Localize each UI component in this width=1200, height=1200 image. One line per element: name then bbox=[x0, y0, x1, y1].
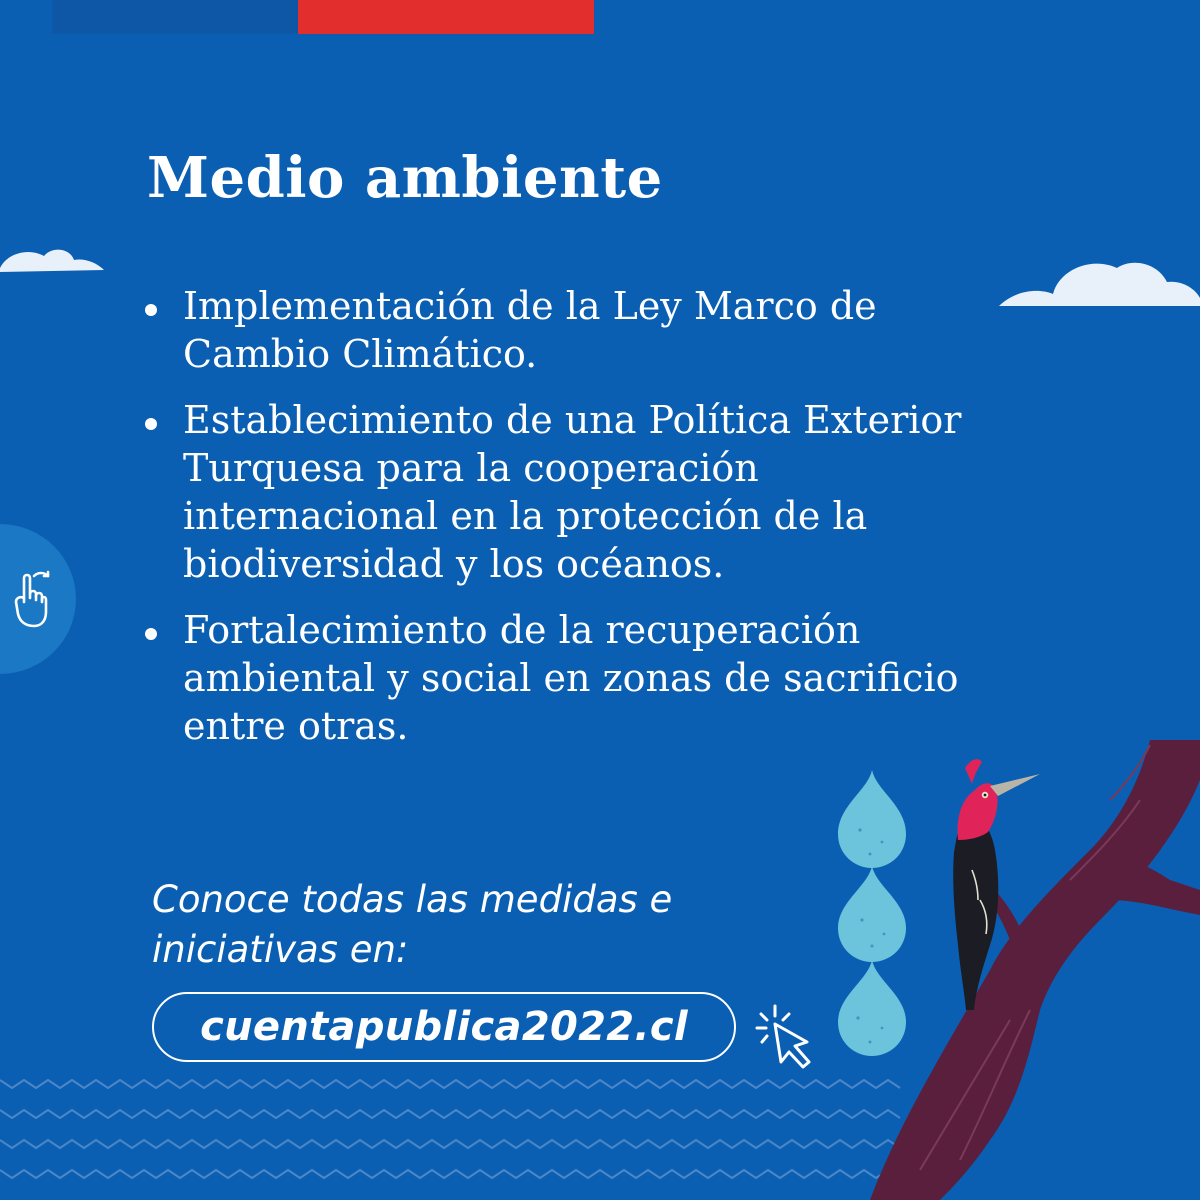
swipe-hand-icon bbox=[4, 570, 58, 628]
flag-bar-blue bbox=[52, 0, 298, 34]
list-item-text: Implementación de la Ley Marco de Cambio Climático. bbox=[183, 284, 877, 376]
list-item-text: Fortalecimiento de la recuperación ambiental y social en zonas de sacrificio entre otras. bbox=[183, 608, 959, 748]
url-text: cuentapublica2022.cl bbox=[200, 1004, 688, 1050]
list-item-text: Establecimiento de una Política Exterior Turquesa para la cooperación internacional en la protección de la biodiversidad y los océanos. bbox=[183, 398, 962, 586]
cta-text: Conoce todas las medidas e iniciativas en: bbox=[152, 878, 673, 971]
swipe-button[interactable] bbox=[0, 524, 76, 674]
list-item bbox=[145, 606, 1005, 750]
list-item bbox=[145, 396, 1005, 588]
bullet-list bbox=[145, 282, 1005, 768]
page-title: Medio ambiente bbox=[147, 145, 663, 211]
list-item bbox=[145, 282, 1005, 378]
cloud-left-icon bbox=[0, 240, 110, 280]
bullet-icon bbox=[145, 418, 157, 430]
cloud-right-icon bbox=[995, 248, 1200, 314]
bullet-icon bbox=[145, 304, 157, 316]
flag-bar-red bbox=[298, 0, 594, 34]
woodpecker-branch-illustration bbox=[840, 740, 1200, 1200]
url-link-button[interactable] bbox=[152, 992, 736, 1062]
bullet-icon bbox=[145, 628, 157, 640]
click-cursor-icon[interactable] bbox=[755, 1004, 817, 1070]
